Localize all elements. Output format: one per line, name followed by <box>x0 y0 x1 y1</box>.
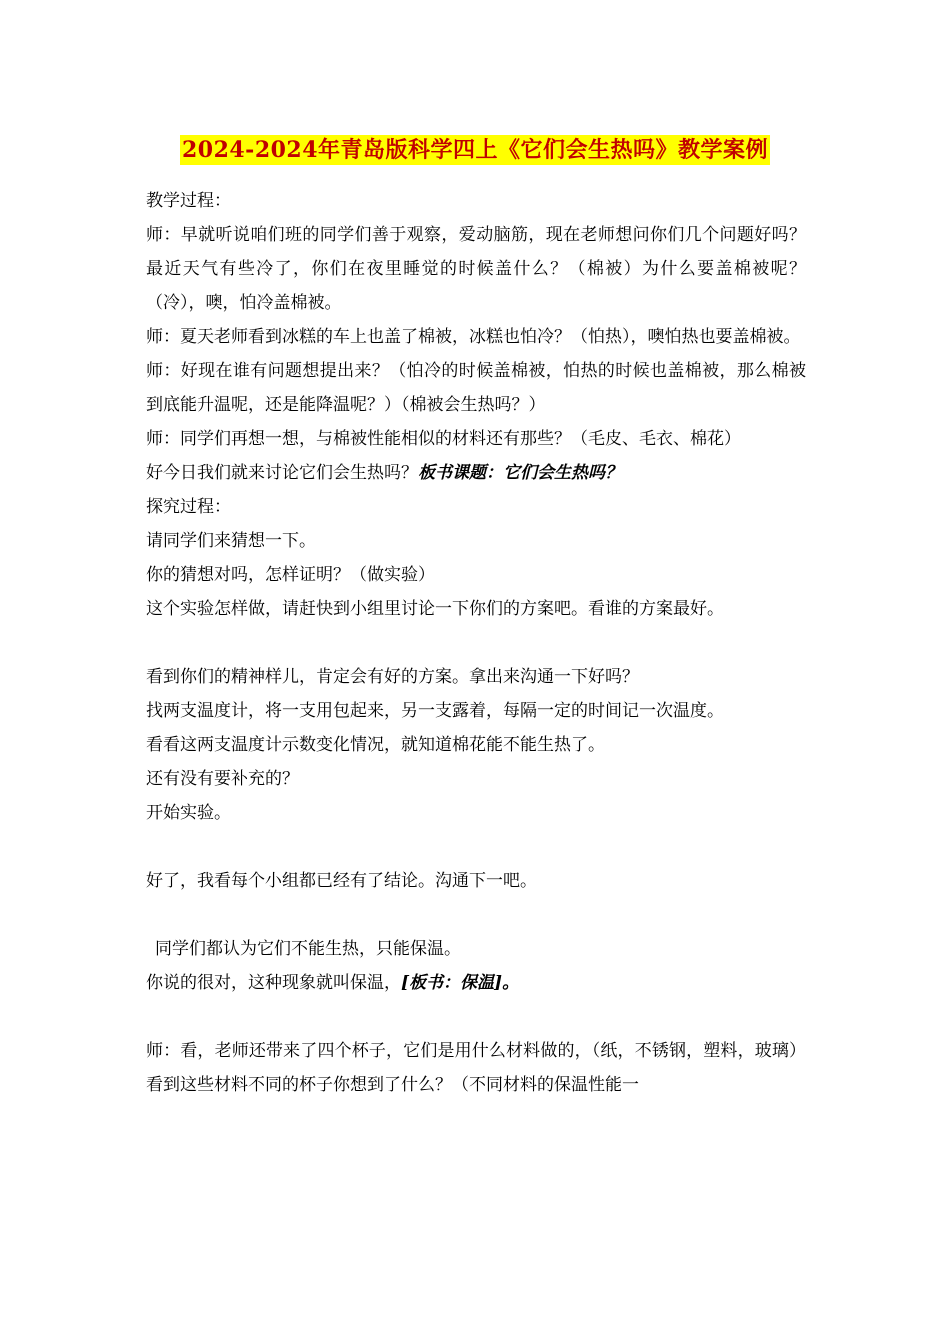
paragraph-guess: 请同学们来猜想一下。 <box>146 531 316 551</box>
paragraph-observe-readings: 看看这两支温度计示数变化情况，就知道棉花能不能生热了。 <box>146 735 605 755</box>
paragraph-keep-warm: 同学们都认为它们不能生热，只能保温。 <box>155 939 461 959</box>
paragraph-thermometers: 找两支温度计，将一支用包起来，另一支露着，每隔一定的时间记一次温度。 <box>146 701 724 721</box>
paragraph-conclusion: 好了，我看每个小组都已经有了结论。沟通下一吧。 <box>146 871 537 891</box>
blank-line <box>146 1000 806 1034</box>
insulation-text: 你说的很对，这种现象就叫保温， <box>146 973 401 993</box>
paragraph-topic-intro <box>146 456 806 490</box>
paragraph-teacher-question-1: 师：早就听说咱们班的同学们善于观察，爱动脑筋，现在老师想问你们几个问题好吗？最近天气有些冷了，你们在夜里睡觉的时候盖什么？（棉被）为什么要盖棉被呢？（冷），噢，怕冷盖棉被。 <box>146 225 806 313</box>
paragraph-insulation <box>146 966 806 1000</box>
paragraph-verify: 你的猜想对吗，怎样证明？（做实验） <box>146 565 435 585</box>
blank-line <box>146 830 806 864</box>
topic-intro-text: 好今日我们就来讨论它们会生热吗？ <box>146 463 418 483</box>
blank-line <box>146 898 806 932</box>
paragraph-supplement: 还有没有要补充的？ <box>146 769 299 789</box>
paragraph-discuss-plan: 这个实验怎样做，请赶快到小组里讨论一下你们的方案吧。看谁的方案最好。 <box>146 599 724 619</box>
title-container <box>0 135 950 165</box>
blank-line <box>146 626 806 660</box>
document-title: 2024-2024年青岛版科学四上《它们会生热吗》教学案例 <box>181 137 769 163</box>
document-body <box>146 184 806 1102</box>
paragraph-inquiry-process: 探究过程： <box>146 497 231 517</box>
paragraph-teacher-question-4: 师：同学们再想一想，与棉被性能相似的材料还有那些？（毛皮、毛衣、棉花） <box>146 429 741 449</box>
board-insulation-note: [板书：保温]。 <box>401 973 520 993</box>
paragraph-four-cups: 师：看，老师还带来了四个杯子，它们是用什么材料做的，（纸，不锈钢，塑料，玻璃）看到这些材料不同的杯子你想到了什么？（不同材料的保温性能一 <box>146 1041 806 1095</box>
paragraph-teaching-process: 教学过程： <box>146 191 231 211</box>
paragraph-share-plan: 看到你们的精神样儿，肯定会有好的方案。拿出来沟通一下好吗？ <box>146 667 639 687</box>
paragraph-teacher-question-2: 师：夏天老师看到冰糕的车上也盖了棉被，冰糕也怕冷？（怕热），噢怕热也要盖棉被。 <box>146 327 801 347</box>
paragraph-start-experiment: 开始实验。 <box>146 803 231 823</box>
paragraph-teacher-question-3: 师：好现在谁有问题想提出来？（怕冷的时候盖棉被，怕热的时候也盖棉被，那么棉被到底能升温呢，还是能降温呢？）（棉被会生热吗？） <box>146 361 806 415</box>
board-topic-note: 板书课题：它们会生热吗？ <box>418 463 622 483</box>
